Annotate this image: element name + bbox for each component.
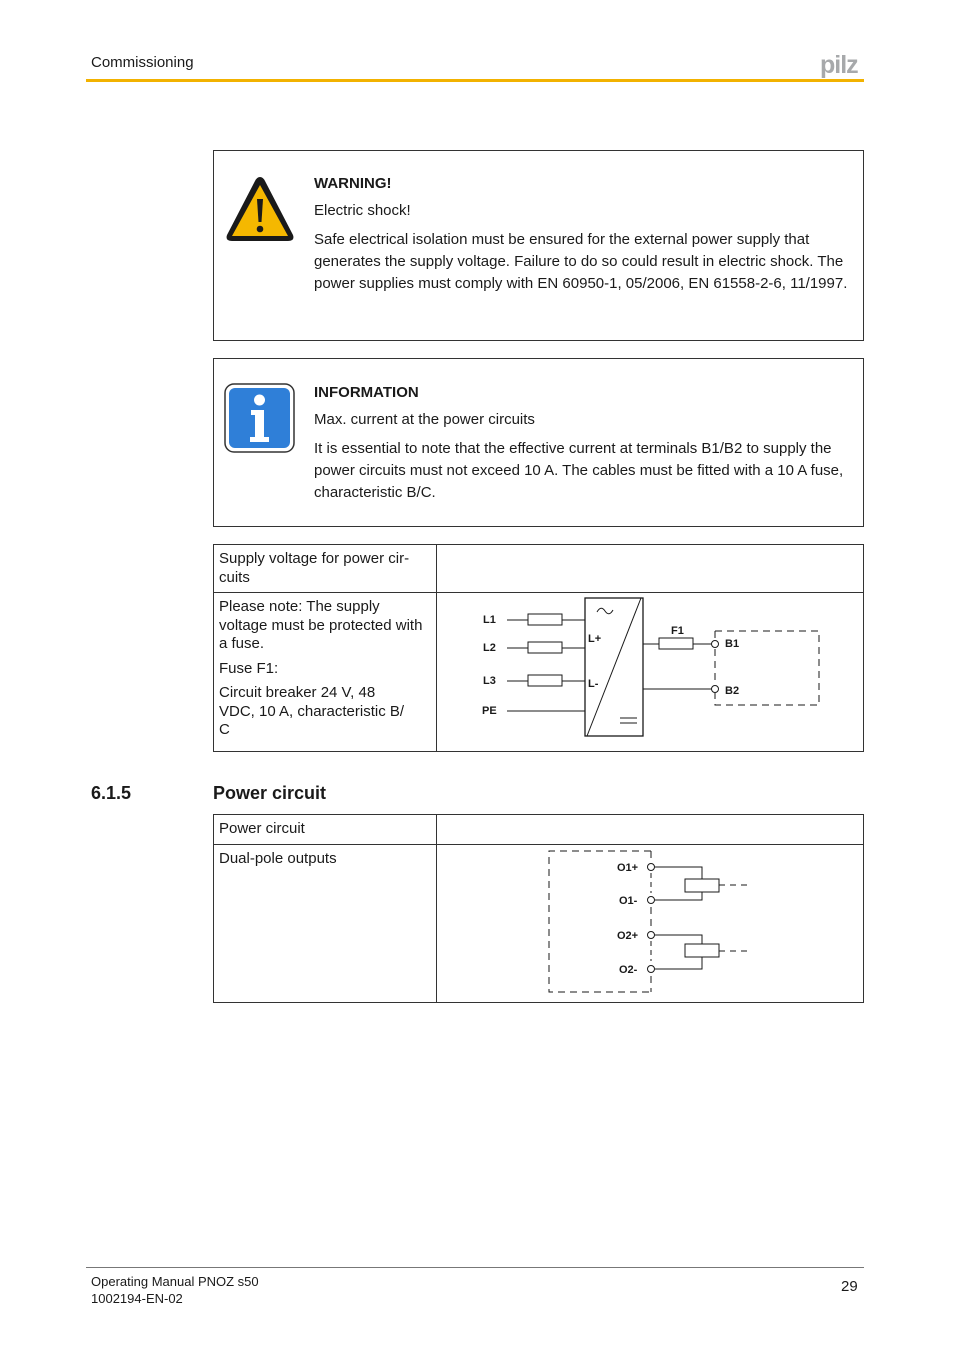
pilz-logo-text: pilz	[820, 52, 858, 78]
label-l3: L3	[483, 675, 496, 687]
dual-pole-label: Dual-pole outputs	[214, 844, 437, 1002]
header-rule	[86, 79, 864, 82]
section-number: 6.1.5	[91, 783, 132, 803]
supply-diagram-cell	[437, 593, 864, 752]
power-output-diagram	[437, 845, 863, 1002]
supply-note: Please note: The supply voltage must be protected with a fuse.	[219, 598, 423, 652]
section-title: Power circuit	[213, 783, 327, 803]
power-circuit-table	[213, 814, 864, 1003]
label-b2: B2	[725, 685, 740, 697]
supply-header-label: Supply voltage for power cir- cuits	[214, 545, 437, 593]
table-row	[214, 593, 864, 752]
table-row	[214, 815, 864, 845]
supply-note-cell	[214, 593, 437, 752]
breaker-spec: Circuit breaker 24 V, 48 VDC, 10 A, characteristic B/ C	[219, 684, 405, 738]
supply-wiring-diagram	[437, 593, 863, 745]
supply-header-empty	[437, 545, 864, 593]
warning-box	[213, 150, 864, 341]
power-diagram-cell	[437, 844, 864, 1002]
power-header-label: Power circuit	[214, 815, 437, 845]
footer-doc-id: 1002194-EN-02	[91, 1291, 183, 1306]
warning-heading: WARNING!	[314, 175, 392, 192]
label-f1: F1	[671, 625, 684, 637]
information-body: It is essential to note that the effective current at terminals B1/B2 to supply the power circuits must not exceed 10 A. The cables must be fitted with a 10 A fuse, characteristic B/C.	[314, 440, 844, 501]
power-header-empty	[437, 815, 864, 845]
label-o2-plus: O2+	[617, 929, 639, 942]
information-subheading: Max. current at the power circuits	[314, 411, 535, 428]
running-header: Commissioning	[91, 54, 194, 71]
warning-triangle-icon	[224, 173, 296, 245]
information-heading: INFORMATION	[314, 384, 419, 401]
label-lplus: L+	[588, 633, 602, 645]
warning-subheading: Electric shock!	[314, 202, 411, 219]
label-l1: L1	[483, 614, 496, 626]
warning-body: Safe electrical isolation must be ensured for the external power supply that generates the supply voltage. Failure to do so could result in electric shock. The power supplies must comply with EN 60950-1, 05/2006, EN 61558-2-6, 11/1997.	[314, 231, 848, 292]
pilz-logo	[820, 52, 864, 78]
label-lminus: L-	[588, 678, 599, 690]
supply-voltage-table	[213, 544, 864, 752]
fuse-label: Fuse F1:	[219, 659, 279, 677]
footer-rule	[86, 1267, 864, 1268]
label-o1-minus: O1-	[619, 894, 638, 907]
label-l2: L2	[483, 642, 496, 654]
table-row	[214, 545, 864, 593]
label-o2-minus: O2-	[619, 963, 638, 976]
table-row	[214, 844, 864, 1002]
footer-manual: Operating Manual PNOZ s50	[91, 1274, 259, 1289]
footer-info	[91, 1273, 259, 1307]
label-pe: PE	[482, 705, 497, 717]
page-number: 29	[841, 1278, 858, 1295]
label-o1-plus: O1+	[617, 861, 639, 874]
label-b1: B1	[725, 638, 740, 650]
info-icon	[224, 383, 295, 453]
information-box	[213, 358, 864, 527]
